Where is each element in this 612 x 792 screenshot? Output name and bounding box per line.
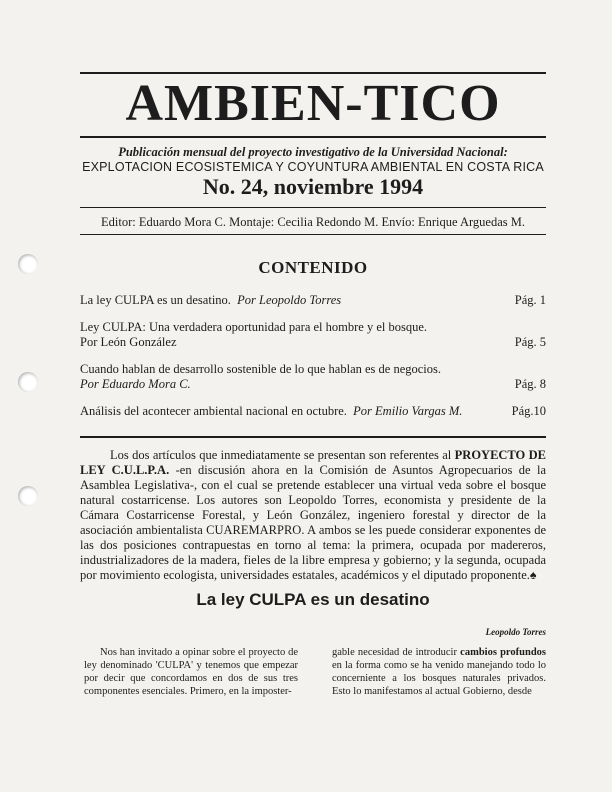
article-text: gable necesidad de introducir: [332, 647, 461, 658]
masthead-title: AMBIEN-TICO: [125, 75, 501, 132]
credits-rule-top: [80, 207, 546, 208]
toc-item: [80, 404, 546, 419]
toc-item-page: Pág. 5: [514, 335, 546, 349]
toc-item-author: Por León González: [80, 335, 177, 349]
toc-item-title: La ley CULPA es un desatino.: [80, 293, 231, 307]
punch-hole: [18, 372, 38, 392]
intro-text: -en discusión ahora en la Comisión de Asuntos Agropecuarios de la Asamblea Legislativa-, con el cual se pretende establecer una virtual veda sobre el bosque natural costarricense. Los autores son Leopoldo Torres, economista y presidente de la Cámara Costarricense Forestal, y León González, ingeniero forestal y director de la asociación ambientalista CUAREMARPRO. A ambos se les puede considerar exponentes de las dos posiciones contrapuestas en torno al tema: la primera, ocupada por madereros, industrializadores de la madera, fieles de la libre empresa y gobierno; y la segunda, ocupada por movimiento ecologista, universidades estatales, académicos y el diputado proponente.: [80, 463, 546, 582]
toc-item: [80, 293, 546, 308]
article-title: La ley CULPA es un desatino: [196, 590, 430, 609]
punch-hole: [18, 486, 38, 506]
end-mark-icon: ♠: [529, 568, 537, 582]
toc-item-author: Por Emilio Vargas M.: [353, 404, 463, 418]
toc-item-title: Ley CULPA: Una verdadera oportunidad para el hombre y el bosque.: [80, 320, 428, 334]
contents-heading: CONTENIDO: [258, 258, 368, 277]
masthead-rule: [80, 136, 546, 138]
top-rule: [80, 72, 546, 74]
article-text: en la forma como se ha venido manejando todo lo concerniente a los bosques naturales privados. Esto lo manifestamos al actual Gobierno, desde: [332, 660, 546, 697]
toc-item-page: Pág. 1: [514, 293, 546, 307]
toc-item: [80, 320, 546, 350]
credits-rule-bottom: [80, 234, 546, 235]
toc-item: [80, 362, 546, 392]
contents-rule: [80, 436, 546, 438]
article-column-left: Nos han invitado a opinar sobre el proyecto de ley denominado 'CULPA' y tenemos que empezar por decir que concordamos en dos de sus tres componentes esenciales. Primero, en la imposter-: [84, 647, 298, 697]
toc-item-title: Cuando hablan de desarrollo sostenible de lo que hablan es de negocios.: [80, 362, 442, 376]
intro-bold-text: PROYECTO DE LEY C.U.L.P.A.: [80, 448, 546, 477]
article-column-right: [332, 646, 546, 698]
toc-item-author: Por Leopoldo Torres: [237, 293, 342, 307]
toc-item-author: Por Eduardo Mora C.: [80, 377, 191, 391]
toc-item-page: Pág.10: [511, 404, 546, 418]
issue-number: No. 24, noviembre 1994: [202, 174, 424, 199]
masthead-subtitle-caps: EXPLOTACION ECOSISTEMICA Y COYUNTURA AMBIENTAL EN COSTA RICA: [82, 160, 544, 174]
article-byline: Leopoldo Torres: [485, 627, 546, 637]
credits-line: Editor: Eduardo Mora C. Montaje: Cecilia Redondo M. Envío: Enrique Arguedas M.: [100, 215, 525, 229]
masthead-subtitle-italic: Publicación mensual del proyecto investigativo de la Universidad Nacional:: [118, 145, 508, 159]
intro-paragraph: [80, 448, 546, 583]
toc-item-title: Análisis del acontecer ambiental nacional en octubre.: [80, 404, 347, 418]
intro-text: Los dos artículos que inmediatamente se presentan son referentes al: [110, 448, 455, 462]
toc-item-page: Pág. 8: [514, 377, 546, 391]
punch-hole: [18, 254, 38, 274]
article-bold-text: cambios profundos: [460, 647, 546, 658]
